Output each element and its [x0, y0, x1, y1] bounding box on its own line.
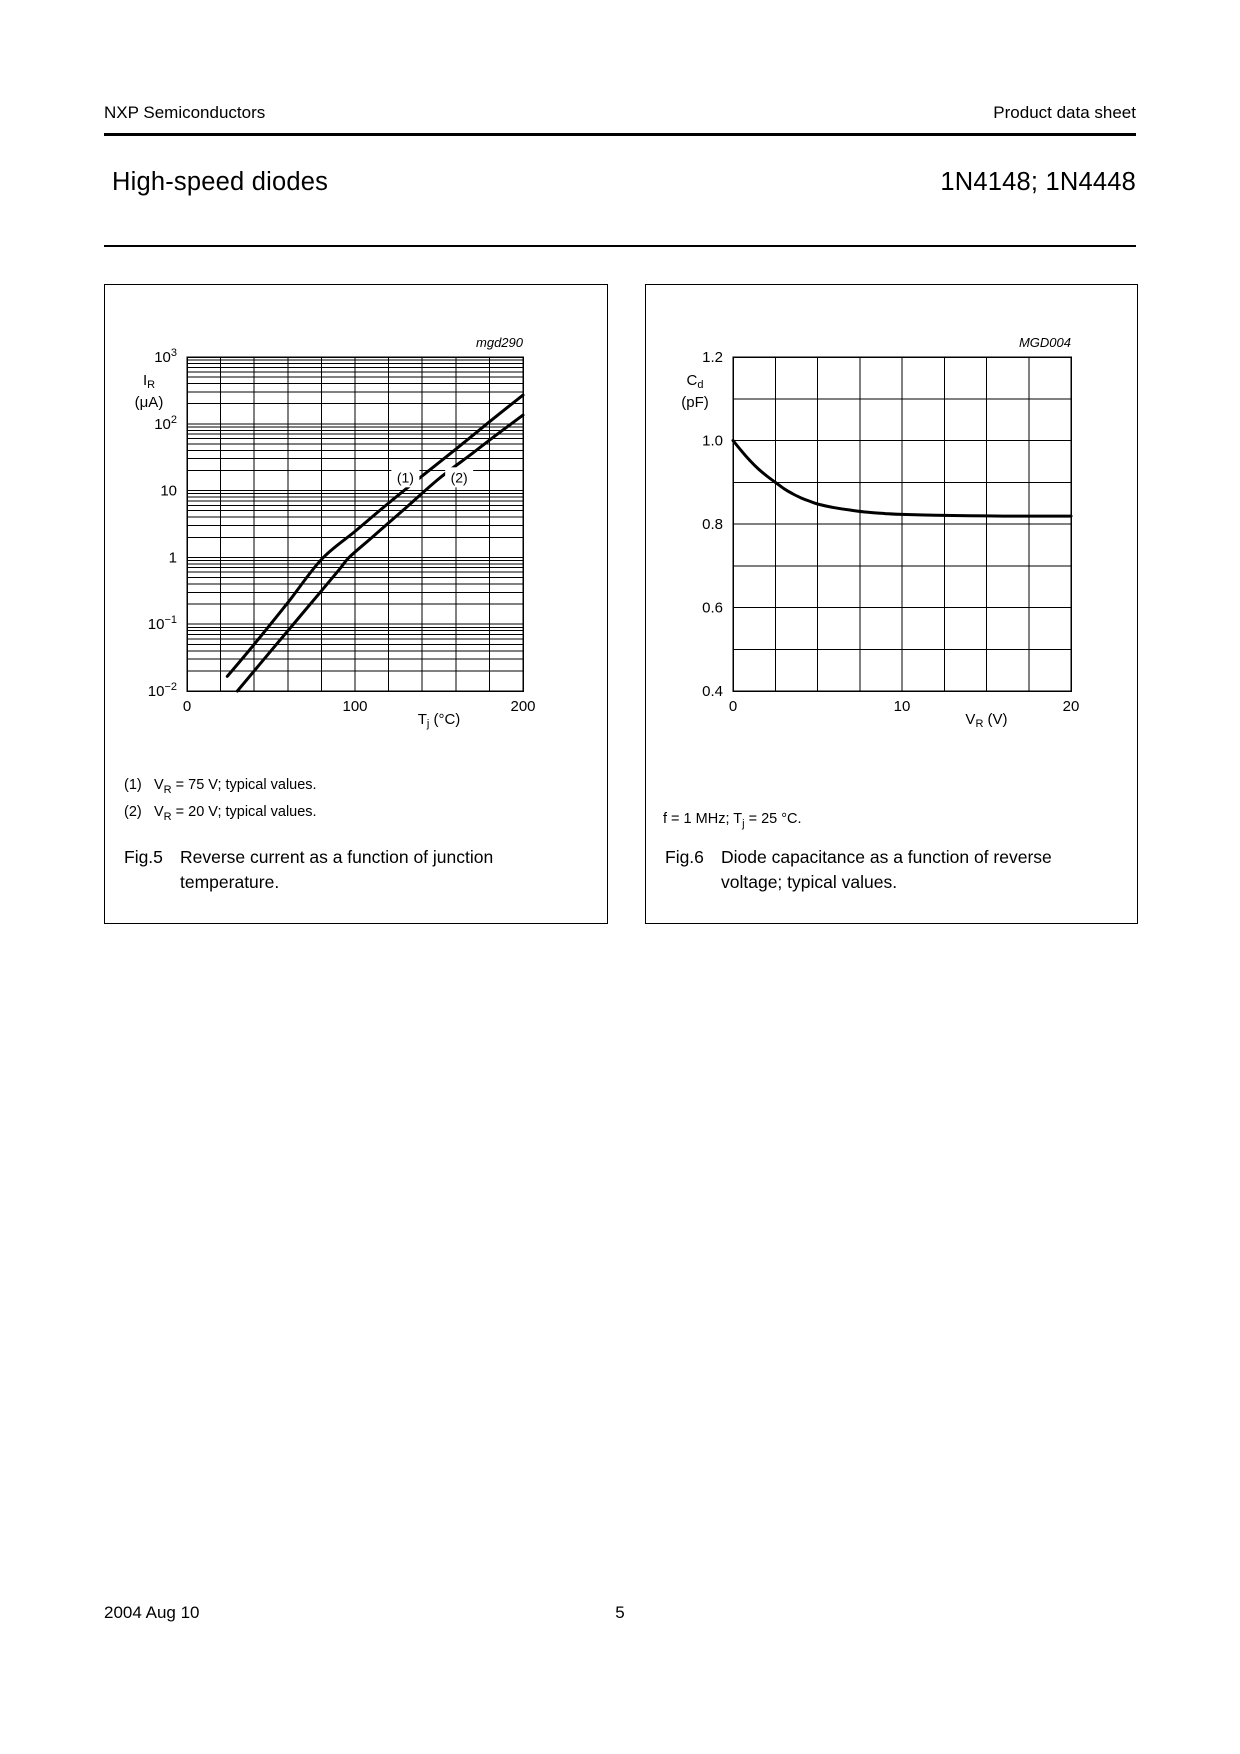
svg-text:0.8: 0.8 [702, 516, 723, 533]
svg-text:102: $10^2$ [154, 413, 177, 433]
footnote-2 [124, 804, 317, 823]
title-rule [104, 245, 1136, 247]
svg-text:10: 10 [160, 482, 177, 500]
svg-text:200: 200 [510, 698, 536, 715]
svg-text:1: 1 [168, 549, 177, 567]
curve-label: (1) [396, 469, 414, 486]
part-numbers: 1N4148; 1N4448 [940, 168, 1136, 196]
footer-page-number: 5 [615, 1603, 625, 1622]
gridlines [187, 357, 523, 691]
fig5-caption [124, 845, 552, 895]
svg-text:IR: $I_R$ [142, 372, 156, 391]
svg-text:0: 0 [182, 698, 192, 715]
svg-text:Tj (°C): $T_j$ (°C) [417, 711, 461, 730]
footer-date: 2004 Aug 10 [104, 1603, 200, 1622]
title-row [112, 168, 1136, 197]
svg-text:VR (V): $V_R$ (V) [965, 711, 1008, 730]
fig6-test-condition: f = 1 MHz; $T_j = 25$ °C. [663, 811, 802, 830]
fig6-caption-label: Fig.6 [665, 847, 704, 867]
svg-text:(pF): (pF) [681, 394, 709, 411]
fig6-chart [646, 285, 1137, 755]
plot-id-watermark: mgd290 [476, 335, 523, 350]
header-rule [104, 133, 1136, 136]
footnote-2-number: (2) [124, 803, 142, 820]
page-header [104, 103, 1136, 123]
figure-6-box [645, 284, 1138, 924]
svg-text:103: $10^3$ [154, 347, 177, 366]
svg-text:1.2: 1.2 [702, 349, 723, 366]
fig6-caption-text: Diode capacitance as a function of reverse voltage; typical values. [721, 847, 1052, 892]
svg-text:(μA): (μA) [134, 394, 164, 411]
footnote-1 [124, 777, 317, 796]
footnote-1-text: $V_R = 75$ V; typical values. [154, 777, 317, 796]
fig5-chart [105, 285, 607, 755]
fig5-footnotes [124, 777, 317, 831]
fig6-caption [665, 845, 1101, 895]
vendor-name: NXP Semiconductors [104, 103, 266, 122]
footnote-1-number: (1) [124, 777, 142, 793]
figure-5-box [104, 284, 608, 924]
axis-labels [681, 335, 1079, 730]
svg-text:0: 0 [728, 698, 738, 715]
svg-text:10: 10 [893, 698, 911, 715]
svg-text:100: 100 [342, 698, 368, 715]
series-curve [237, 415, 523, 691]
svg-text:10−1: $10^{-1}$ [147, 614, 177, 634]
svg-text:0.6: 0.6 [702, 599, 723, 617]
curve-label: (2) [450, 469, 468, 486]
svg-text:Cd: $C_d$ [686, 372, 704, 391]
svg-text:20: 20 [1062, 698, 1080, 715]
svg-text:1.0: 1.0 [702, 432, 723, 450]
product-family-title: High-speed diodes [112, 168, 329, 196]
footnote-2-text: $V_R = 20$ V; typical values. [154, 803, 317, 823]
plot-id-watermark: MGD004 [1018, 335, 1071, 350]
svg-text:0.4: 0.4 [702, 683, 723, 700]
svg-text:10−2: $10^{-2}$ [147, 681, 177, 700]
gridlines [733, 357, 1071, 691]
doc-type-label: Product data sheet [993, 103, 1136, 122]
fig5-caption-text: Reverse current as a function of junction temperature. [180, 847, 494, 892]
fig5-caption-label: Fig.5 [124, 847, 163, 867]
